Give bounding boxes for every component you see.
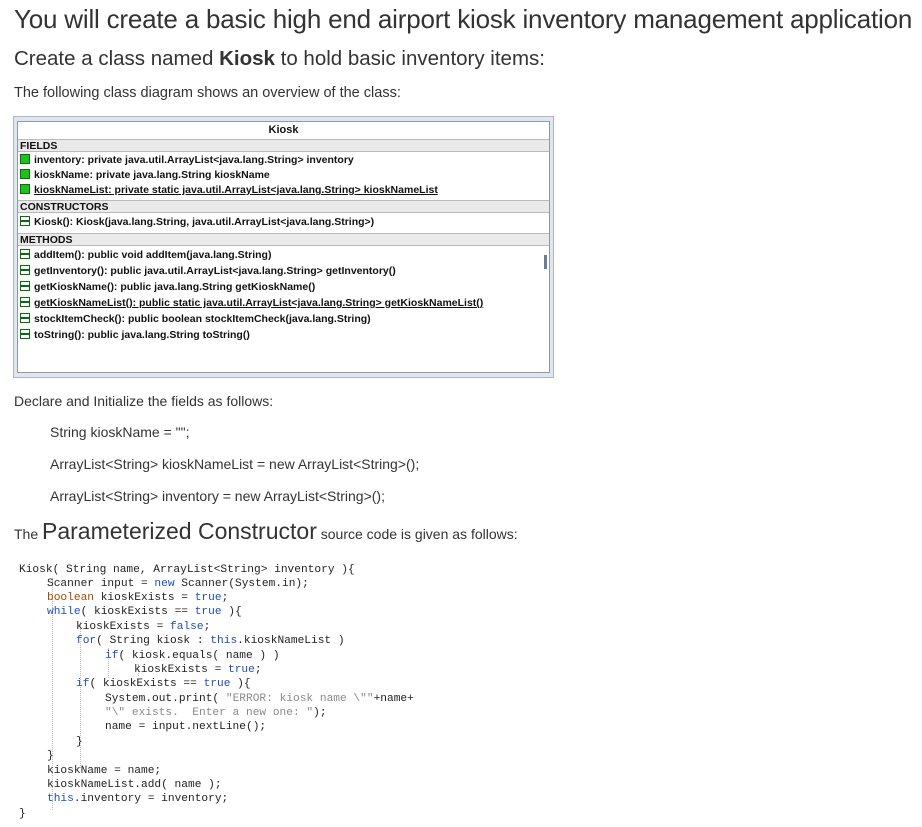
page-heading: You will create a basic high end airport kiosk inventory management application <box>14 4 913 34</box>
code-text: ){ <box>221 606 242 618</box>
code-line: } <box>19 808 26 820</box>
code-keyword: true <box>194 592 222 604</box>
method-row <box>20 280 315 295</box>
constructor-intro-pre: The <box>14 526 43 542</box>
method-text: getKioskName(): public java.lang.String getKioskName() <box>34 281 316 293</box>
code-text: ; <box>254 664 262 676</box>
code-text: ){ <box>230 678 251 690</box>
diagram-scrollbar[interactable] <box>544 255 547 269</box>
code-text: .inventory = inventory; <box>73 793 229 805</box>
code-keyword: true <box>203 678 231 690</box>
code-text: .kioskNameList ) <box>237 635 345 647</box>
methods-section-header: METHODS <box>18 233 549 246</box>
method-text: stockItemCheck(): public boolean stockItemCheck(java.lang.String) <box>34 313 371 325</box>
declare-intro: Declare and Initialize the fields as follows: <box>14 393 274 409</box>
constructor-icon <box>20 216 30 226</box>
method-icon <box>20 313 30 323</box>
method-icon <box>20 297 30 307</box>
code-keyword: new <box>154 578 175 590</box>
method-text: getKioskNameList(): public static java.util.ArrayList<java.lang.String> getKioskNameList() <box>34 297 484 309</box>
field-icon <box>20 184 30 194</box>
code-text: ( kioskExists == <box>89 678 204 690</box>
code-text: ( String kiosk : <box>96 635 211 647</box>
code-keyword: false <box>170 621 204 633</box>
diagram-title: Kiosk <box>268 124 299 136</box>
code-keyword: boolean <box>47 592 94 604</box>
field-text: kioskName: private java.lang.String kioskName <box>34 169 270 181</box>
code-text: kioskExists = <box>134 664 228 676</box>
method-icon <box>20 281 30 291</box>
method-row <box>20 248 271 263</box>
field-icon <box>20 154 30 164</box>
subheading <box>14 47 545 71</box>
constructors-section-header: CONSTRUCTORS <box>18 200 549 213</box>
class-name: Kiosk <box>219 47 275 70</box>
code-text: +name+ <box>373 693 414 705</box>
code-keyword: for <box>76 635 97 647</box>
code-text: ; <box>203 621 211 633</box>
code-keyword: while <box>47 606 81 618</box>
code-keyword: true <box>228 664 255 676</box>
code-line <box>47 591 228 605</box>
code-keyword: this <box>47 793 74 805</box>
declaration-line: ArrayList<String> kioskNameList = new ArrayList<String>(); <box>50 456 420 472</box>
code-line: kioskName = name; <box>47 765 162 777</box>
code-line <box>105 706 327 720</box>
method-text: getInventory(): public java.util.ArrayList<java.lang.String> getInventory() <box>34 265 396 277</box>
field-row <box>20 153 354 168</box>
code-text: ); <box>313 707 327 719</box>
code-text: ( kiosk.equals( name ) ) <box>118 650 280 662</box>
subheading-post: to hold basic inventory items: <box>274 47 545 70</box>
method-text: toString(): public java.lang.String toString() <box>34 329 250 341</box>
code-line <box>76 634 345 648</box>
fields-section-header: FIELDS <box>18 139 549 152</box>
method-text: addItem(): public void addItem(java.lang.String) <box>34 249 272 261</box>
method-row <box>20 264 396 279</box>
code-line <box>105 649 280 663</box>
code-line <box>76 677 251 691</box>
code-line: } <box>47 750 54 762</box>
code-text: ; <box>221 592 229 604</box>
subheading-pre: Create a class named <box>14 47 220 70</box>
code-keyword: if <box>105 650 119 662</box>
code-line <box>134 663 262 677</box>
constructor-intro-emphasis: Parameterized Constructor <box>42 518 317 544</box>
constructor-intro <box>14 518 518 545</box>
method-row <box>20 328 250 343</box>
code-line <box>47 577 309 591</box>
code-keyword: true <box>194 606 222 618</box>
code-text: kioskExists = <box>76 621 170 633</box>
code-line: name = input.nextLine(); <box>105 721 267 733</box>
constructor-intro-post: source code is given as follows: <box>316 526 518 542</box>
code-text: Scanner input = <box>47 578 155 590</box>
code-text: Scanner(System.in); <box>174 578 309 590</box>
code-text: System.out.print( <box>105 693 226 705</box>
method-icon <box>20 249 30 259</box>
class-diagram-panel <box>17 121 550 373</box>
field-row <box>20 183 438 198</box>
declaration-line: ArrayList<String> inventory = new ArrayList<String>(); <box>50 488 385 504</box>
field-icon <box>20 169 30 179</box>
declaration-line: String kioskName = ""; <box>50 424 190 440</box>
code-line <box>76 620 210 634</box>
code-line <box>47 792 228 806</box>
code-line: kioskNameList.add( name ); <box>47 779 222 791</box>
method-icon <box>20 265 30 275</box>
method-icon <box>20 329 30 339</box>
constructor-text: Kiosk(): Kiosk(java.lang.String, java.util.ArrayList<java.lang.String>) <box>34 216 375 228</box>
code-string: "ERROR: kiosk name \"" <box>225 693 374 705</box>
code-keyword: this <box>210 635 238 647</box>
code-line <box>105 692 414 706</box>
code-keyword: if <box>76 678 90 690</box>
field-row <box>20 168 270 183</box>
field-text: kioskNameList: private static java.util.ArrayList<java.lang.String> kioskNameList <box>34 184 438 196</box>
code-text: ( kioskExists == <box>80 606 195 618</box>
class-diagram <box>13 116 554 378</box>
code-string: "\" exists. Enter a new one: " <box>105 707 314 719</box>
method-row <box>20 312 371 327</box>
code-line <box>47 605 242 619</box>
method-row <box>20 296 483 311</box>
code-line: Kiosk( String name, ArrayList<String> inventory ){ <box>19 564 355 576</box>
code-line: } <box>76 736 83 748</box>
diagram-intro: The following class diagram shows an overview of the class: <box>14 85 401 101</box>
field-text: inventory: private java.util.ArrayList<java.lang.String> inventory <box>34 154 354 166</box>
constructor-row <box>20 215 374 230</box>
code-text: kioskExists = <box>94 592 195 604</box>
